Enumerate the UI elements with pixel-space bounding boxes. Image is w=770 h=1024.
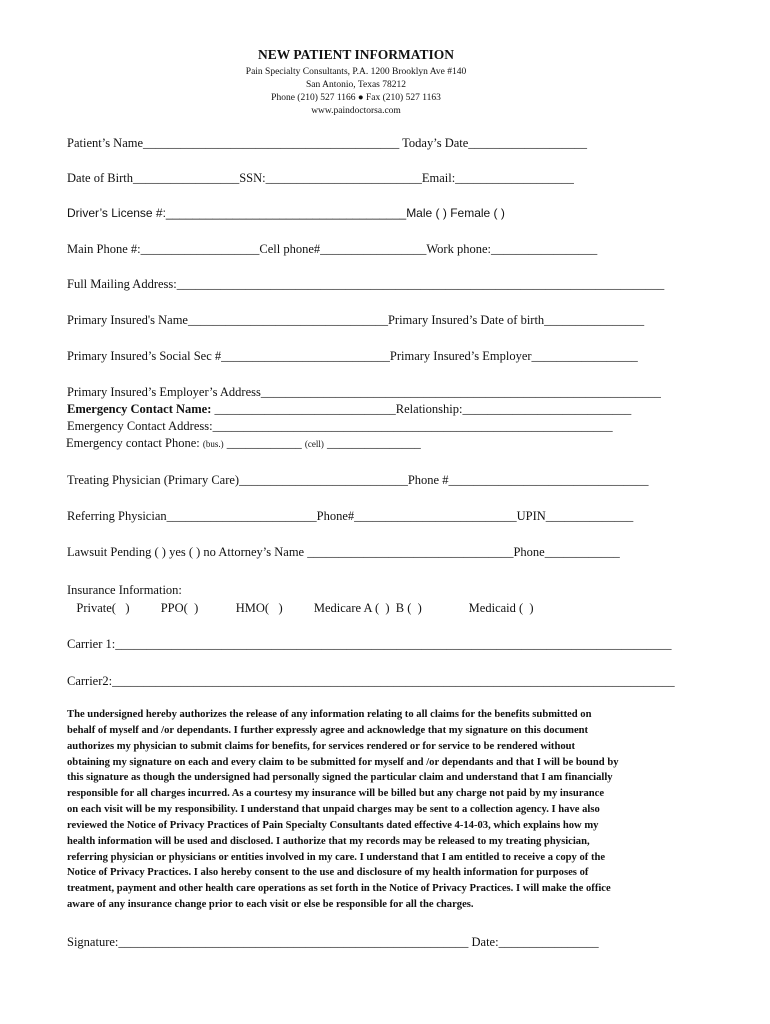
carrier1-field[interactable]: Carrier 1:_________________________________________________________________________________________ (67, 637, 672, 651)
authorization-line: obtaining my signature on each and every claim to be submitted for myself and /or dependants and that I will be bound by (67, 756, 619, 768)
authorization-line: The undersigned hereby authorizes the release of any information relating to all claims for the benefits submitted on (67, 709, 592, 720)
bus-label: (bus.) (202, 439, 224, 449)
bus-blank[interactable]: ____________ (223, 436, 305, 450)
practice-city: San Antonio, Texas 78212 (306, 80, 406, 90)
dob-ssn-email-field[interactable]: Date of Birth_________________SSN:_________________________Email:___________________ (67, 171, 574, 185)
authorization-line: this signature as though the undersigned had personally signed the particular claim and understand that I am financially (67, 772, 613, 784)
emergency-contact-name-field[interactable] (67, 402, 631, 417)
phone-numbers-field[interactable]: Main Phone #:___________________Cell phone#_________________Work phone:_________________ (67, 242, 598, 256)
mailing-address-field[interactable]: Full Mailing Address:______________________________________________________________________________ (67, 277, 665, 291)
emergency-phone-field[interactable] (66, 436, 421, 451)
emergency-address-field[interactable]: Emergency Contact Address:________________________________________________________________ (67, 419, 613, 433)
insurance-options[interactable]: Private( ) PPO( ) HMO( ) Medicare A ( ) B ( ) Medicaid ( ) (67, 601, 534, 615)
employer-address-field[interactable]: Primary Insured’s Employer’s Address________________________________________________________________ (67, 385, 661, 399)
authorization-line: responsible for all charges incurred. As a courtesy my insurance will be billed but any charge not paid by my insurance (67, 788, 605, 800)
authorization-line: reviewed the Notice of Privacy Practices of Pain Specialty Consultants dated effective 4-14-03, which explains how my (67, 819, 599, 831)
insurance-label: Insurance Information: (67, 583, 182, 597)
carrier2-field[interactable]: Carrier2:__________________________________________________________________________________________ (67, 674, 675, 688)
emergency-name-blank[interactable]: _____________________________Relationship:___________________________ (211, 402, 632, 416)
authorization-line: referring physician or physicians or entities involved in my care. I understand that I am entitled to receive a copy of the (67, 851, 606, 863)
referring-physician-field[interactable]: Referring Physician________________________Phone#__________________________UPIN______________ (67, 509, 634, 523)
authorization-line: treatment, payment and other health care operations as set forth in the Notice of Privacy Practices. I will make the office (67, 883, 611, 895)
insured-ssn-field[interactable]: Primary Insured’s Social Sec #___________________________Primary Insured’s Employer_________________ (67, 349, 638, 363)
emergency-phone-label: Emergency contact Phone: (66, 436, 203, 450)
cell-label: (cell) (304, 439, 324, 449)
authorization-line: behalf of myself and /or dependants. I further expressly agree and acknowledge that my signature on this document (67, 724, 589, 736)
form-title: NEW PATIENT INFORMATION (257, 47, 455, 62)
lawsuit-field[interactable]: Lawsuit Pending ( ) yes ( ) no Attorney’s Name _________________________________Phone____________ (67, 545, 620, 559)
treating-physician-field[interactable]: Treating Physician (Primary Care)___________________________Phone #________________________________ (67, 473, 649, 487)
emergency-name-label: Emergency Contact Name: (67, 402, 212, 416)
insured-name-field[interactable]: Primary Insured's Name________________________________Primary Insured’s Date of birth________________ (67, 313, 645, 327)
authorization-paragraph (67, 707, 727, 913)
authorization-line: Notice of Privacy Practices. I also hereby consent to the use and disclosure of my health information for purposes of (67, 867, 589, 879)
cell-blank[interactable]: _______________ (323, 436, 421, 450)
authorization-line: authorizes my physician to submit claims for benefits, for services rendered or for service to be rendered without (67, 740, 576, 752)
practice-address: Pain Specialty Consultants, P.A. 1200 Brooklyn Ave #140 (245, 67, 467, 77)
practice-website: www.paindoctorsa.com (311, 106, 401, 116)
authorization-line: health information will be used and disclosed. I authorize that my records may be released to my treating physician, (67, 835, 590, 847)
authorization-line: aware of any insurance change prior to each visit or else be responsible for all the charges. (67, 899, 474, 911)
practice-phone: Phone (210) 527 1166 ● Fax (210) 527 1163 (271, 93, 441, 103)
drivers-license-field[interactable]: Driver’s License #:____________________________________Male ( ) Female ( ) (67, 206, 505, 220)
patient-name-field[interactable]: Patient’s Name_________________________________________ Today’s Date___________________ (67, 136, 588, 150)
signature-date-field[interactable]: Signature:________________________________________________________ Date:________________ (67, 935, 599, 949)
authorization-line: on each visit will be my responsibility. I understand that unpaid charges may be sent to a collection agency. I have also (67, 804, 600, 816)
